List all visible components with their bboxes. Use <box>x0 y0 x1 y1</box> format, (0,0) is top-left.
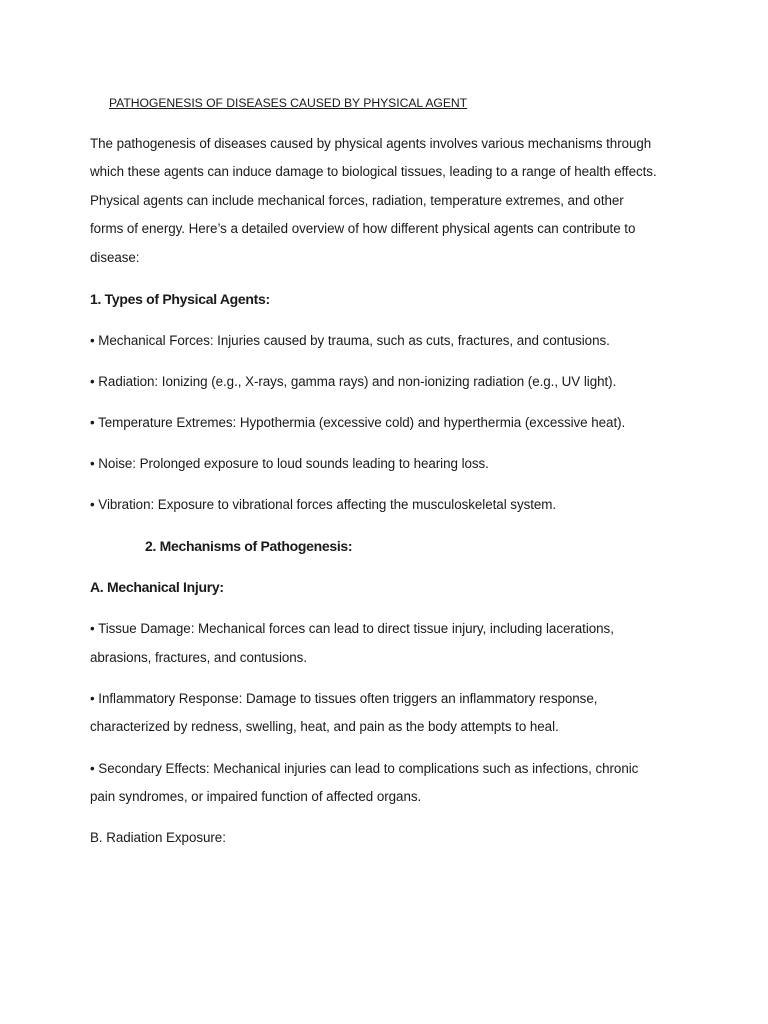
subsection-heading-mechanical-injury: A. Mechanical Injury: <box>90 579 224 595</box>
bullet-mechanical-forces: • Mechanical Forces: Injuries caused by trauma, such as cuts, fractures, and contusions. <box>90 333 610 348</box>
bullet-tissue-damage: • Tissue Damage: Mechanical forces can lead to direct tissue injury, including lacerations, <box>90 621 614 636</box>
section-heading-types: 1. Types of Physical Agents: <box>90 291 270 307</box>
intro-line-5: disease: <box>90 250 140 265</box>
bullet-secondary-effects: • Secondary Effects: Mechanical injuries can lead to complications such as infections, chronic <box>90 761 639 776</box>
intro-line-1: The pathogenesis of diseases caused by physical agents involves various mechanisms through <box>90 136 652 151</box>
document-title: PATHOGENESIS OF DISEASES CAUSED BY PHYSICAL AGENT <box>109 96 468 110</box>
intro-line-4: forms of energy. Here’s a detailed overview of how different physical agents can contribute to <box>90 221 636 236</box>
section-heading-mechanisms: 2. Mechanisms of Pathogenesis: <box>145 538 353 554</box>
intro-line-3: Physical agents can include mechanical forces, radiation, temperature extremes, and other <box>90 193 624 208</box>
bullet-temperature: • Temperature Extremes: Hypothermia (excessive cold) and hyperthermia (excessive heat). <box>90 415 626 430</box>
bullet-vibration: • Vibration: Exposure to vibrational forces affecting the musculoskeletal system. <box>90 497 557 512</box>
bullet-radiation: • Radiation: Ionizing (e.g., X-rays, gamma rays) and non-ionizing radiation (e.g., UV light). <box>90 374 617 389</box>
bullet-tissue-damage-cont: abrasions, fractures, and contusions. <box>90 650 307 665</box>
intro-line-2: which these agents can induce damage to biological tissues, leading to a range of health effects. <box>90 164 657 179</box>
bullet-noise: • Noise: Prolonged exposure to loud sounds leading to hearing loss. <box>90 456 489 471</box>
subsection-heading-radiation: B. Radiation Exposure: <box>90 830 226 845</box>
bullet-inflammatory: • Inflammatory Response: Damage to tissues often triggers an inflammatory response, <box>90 691 598 706</box>
bullet-inflammatory-cont: characterized by redness, swelling, heat, and pain as the body attempts to heal. <box>90 719 559 734</box>
bullet-secondary-effects-cont: pain syndromes, or impaired function of affected organs. <box>90 789 422 804</box>
